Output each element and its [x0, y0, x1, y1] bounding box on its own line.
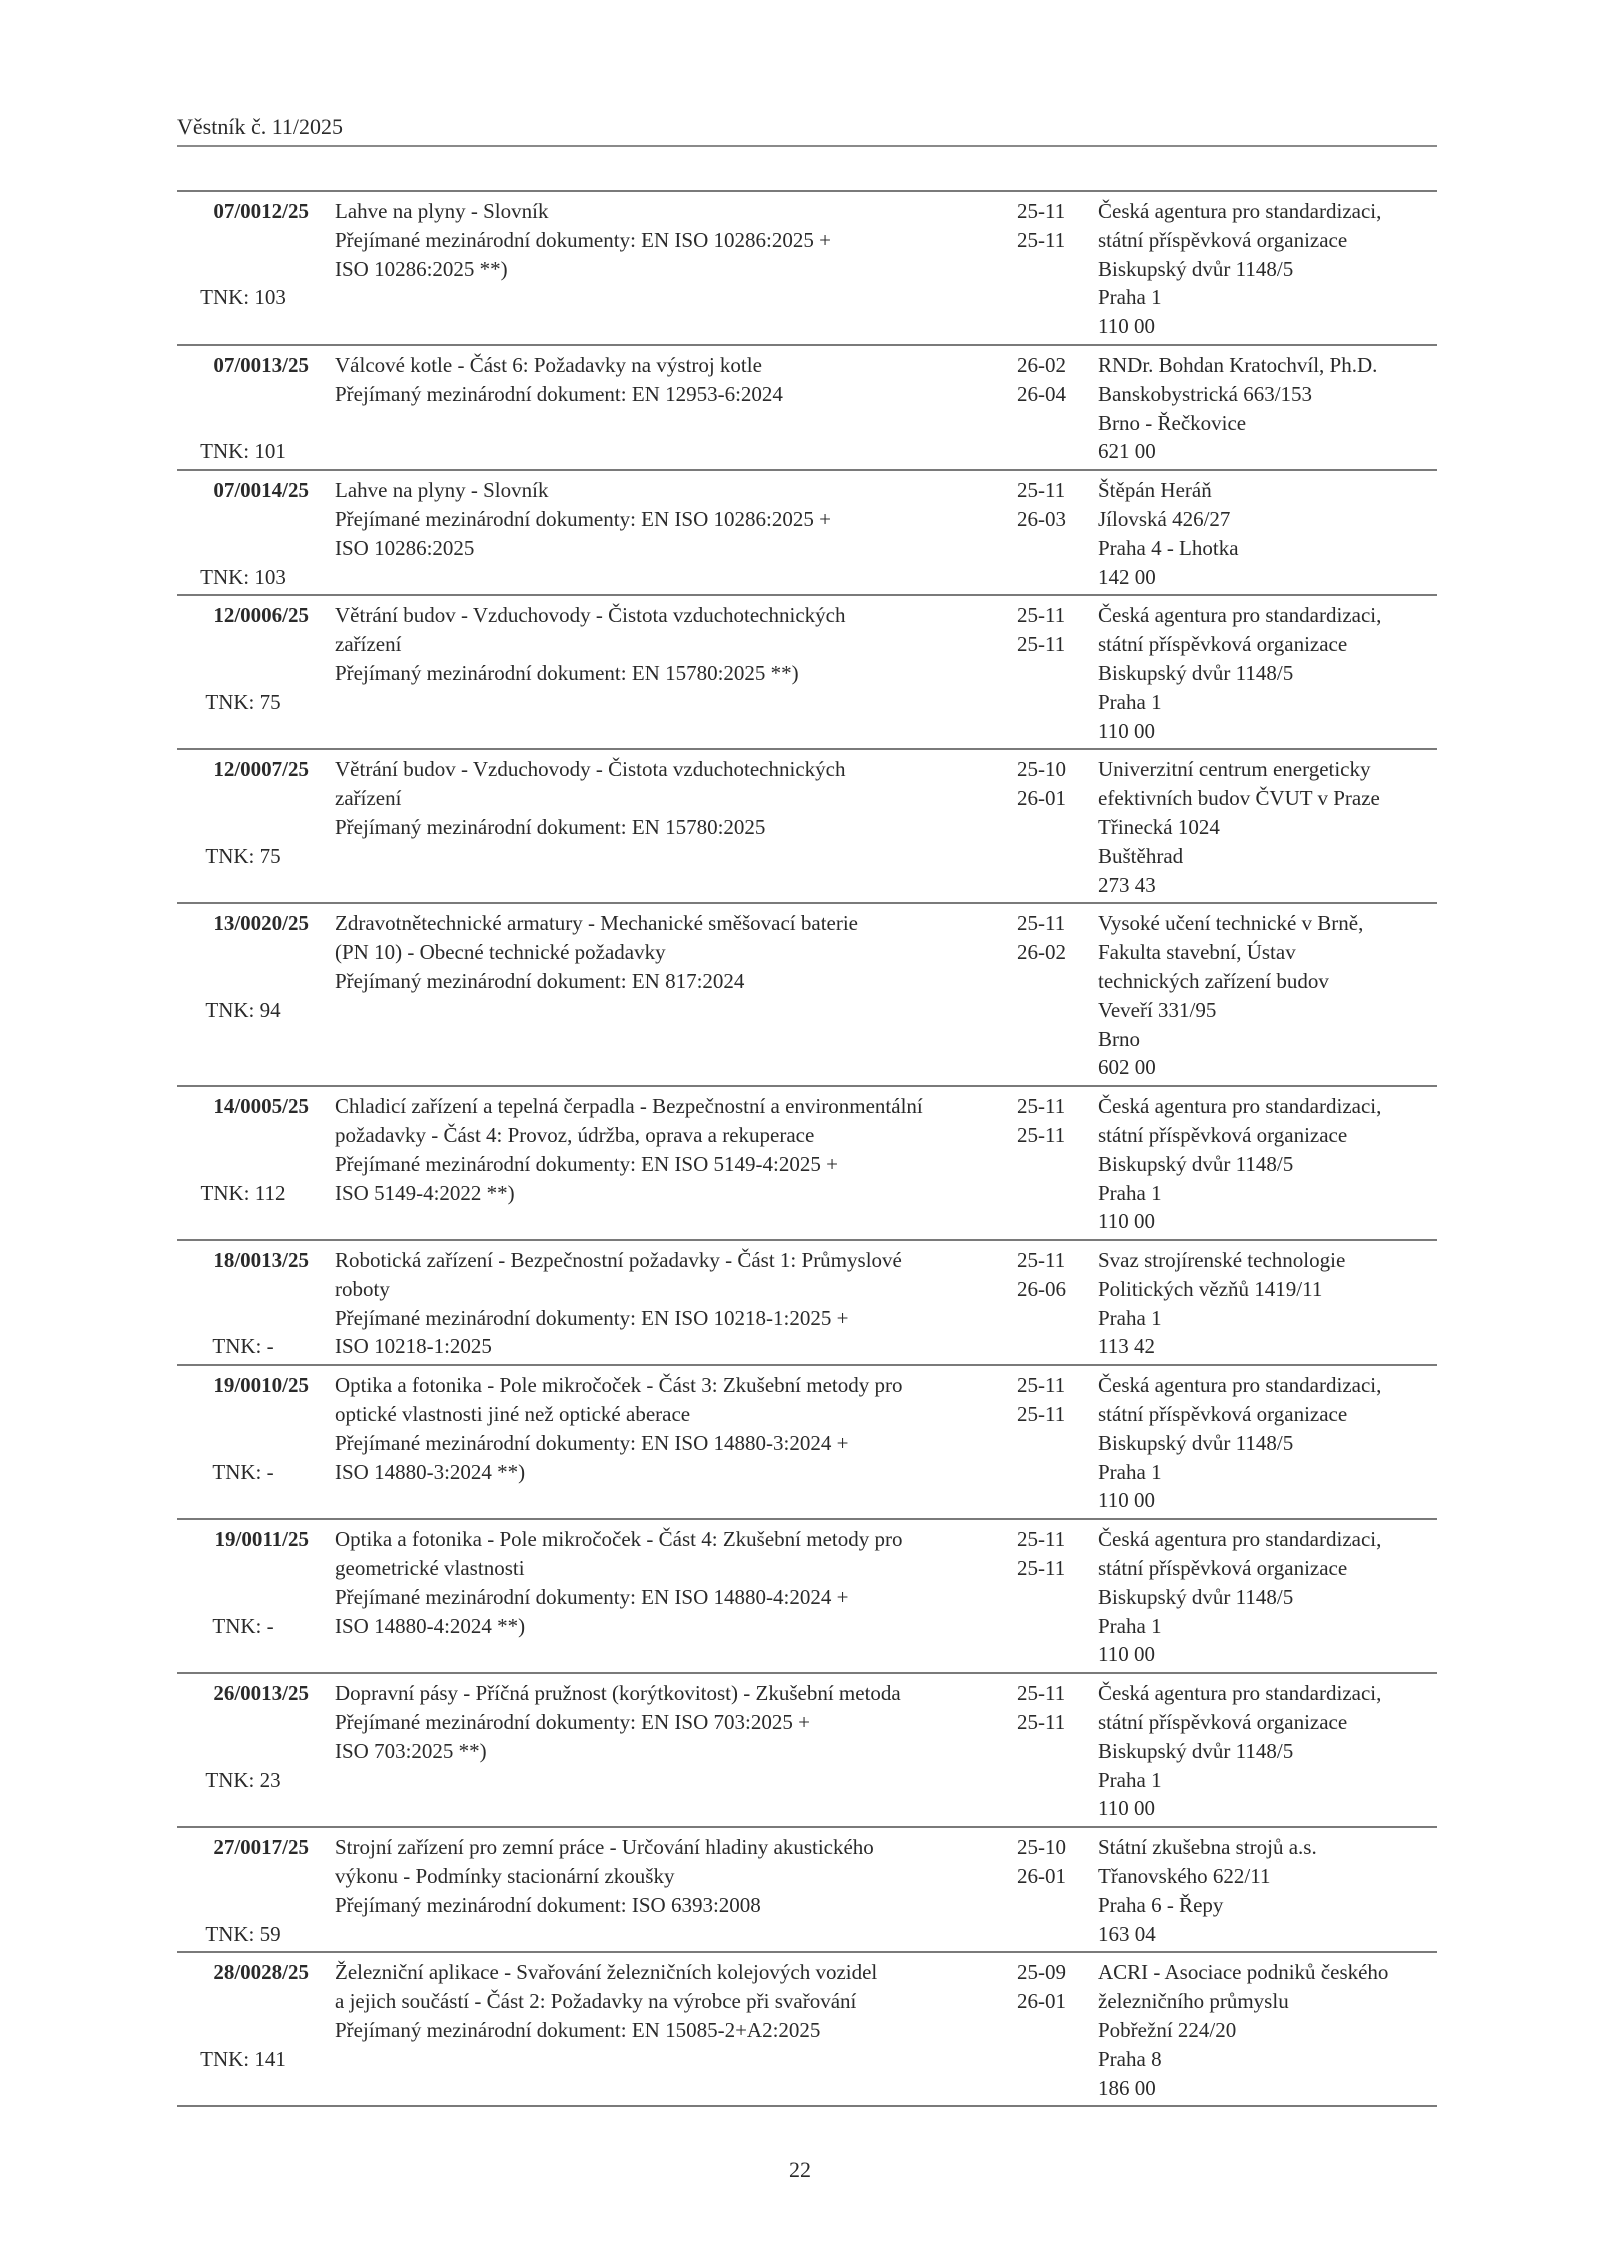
description-line: Dopravní pásy - Příčná pružnost (korýtkovitost) - Zkušební metoda	[335, 1681, 901, 1706]
organization-line: Praha 1	[1098, 1180, 1162, 1205]
organization-line: Biskupský dvůr 1148/5	[1098, 1430, 1294, 1455]
date: 25-10	[1017, 757, 1066, 782]
date: 25-11	[1017, 1527, 1066, 1552]
tnk-number: TNK: -	[212, 1334, 274, 1359]
tnk-number: TNK: 75	[205, 689, 281, 714]
table-row	[177, 192, 1437, 346]
id-cell	[177, 1092, 309, 1236]
organization-line: 110 00	[1098, 1796, 1155, 1821]
organization-line: Praha 1	[1098, 1613, 1162, 1638]
description-line: a jejich součástí - Část 2: Požadavky na výrobce při svařování	[335, 1989, 857, 2014]
description-cell	[335, 1833, 1015, 1919]
organization-cell	[1098, 909, 1438, 1082]
organization-line: 110 00	[1098, 1642, 1155, 1667]
description-line: Optika a fotonika - Pole mikročoček - Část 4: Zkušební metody pro	[335, 1527, 903, 1552]
description-line: Přejímaný mezinárodní dokument: EN 15780:2025	[335, 814, 766, 839]
date: 26-02	[1017, 352, 1066, 377]
description-line: ISO 10286:2025 **)	[335, 256, 508, 281]
organization-line: Praha 4 - Lhotka	[1098, 535, 1239, 560]
table-row	[177, 596, 1437, 750]
date: 26-01	[1017, 1989, 1066, 2014]
organization-line: železničního průmyslu	[1098, 1989, 1289, 2014]
description-line: Železniční aplikace - Svařování železničních kolejových vozidel	[335, 1960, 878, 1985]
tnk-number: TNK: 103	[200, 564, 286, 589]
organization-line: Česká agentura pro standardizaci,	[1098, 1527, 1382, 1552]
date: 25-11	[1017, 1556, 1066, 1581]
description-line: Chladicí zařízení a tepelná čerpadla - Bezpečnostní a environmentální	[335, 1094, 923, 1119]
dates-cell	[1017, 755, 1087, 813]
organization-line: Praha 1	[1098, 285, 1162, 310]
table-row	[177, 1087, 1437, 1241]
id-cell	[177, 1371, 309, 1515]
organization-cell	[1098, 476, 1438, 591]
organization-cell	[1098, 1525, 1438, 1669]
date: 25-11	[1017, 1402, 1066, 1427]
organization-line: Buštěhrad	[1098, 843, 1184, 868]
description-line: Přejímané mezinárodní dokumenty: EN ISO 5149-4:2025 +	[335, 1151, 838, 1176]
description-line: Přejímaný mezinárodní dokument: EN 817:2024	[335, 968, 745, 993]
description-line: Přejímané mezinárodní dokumenty: EN ISO 10286:2025 +	[335, 227, 831, 252]
organization-cell	[1098, 1833, 1438, 1948]
organization-line: 110 00	[1098, 1209, 1155, 1234]
tnk-number: TNK: 112	[200, 1180, 286, 1205]
tnk-number: TNK: 103	[200, 285, 286, 310]
description-cell	[335, 755, 1015, 841]
standard-id: 26/0013/25	[213, 1681, 309, 1706]
date: 25-11	[1017, 227, 1066, 252]
organization-cell	[1098, 1246, 1438, 1361]
date: 26-06	[1017, 1276, 1066, 1301]
standard-id: 18/0013/25	[213, 1248, 309, 1273]
organization-line: Brno	[1098, 1026, 1140, 1051]
description-cell	[335, 476, 1015, 562]
organization-cell	[1098, 1958, 1438, 2102]
description-cell	[335, 1371, 1015, 1486]
description-cell	[335, 1958, 1015, 2044]
organization-line: Jílovská 426/27	[1098, 506, 1231, 531]
description-line: geometrické vlastnosti	[335, 1556, 525, 1581]
description-line: ISO 14880-3:2024 **)	[335, 1459, 526, 1484]
description-line: Zdravotnětechnické armatury - Mechanické směšovací baterie	[335, 911, 859, 936]
description-cell	[335, 1525, 1015, 1640]
table-row	[177, 346, 1437, 471]
description-line: Přejímaný mezinárodní dokument: ISO 6393:2008	[335, 1892, 761, 1917]
page-header-title: Věstník č. 11/2025	[177, 114, 343, 139]
id-cell	[177, 1246, 309, 1361]
description-line: optické vlastnosti jiné než optické aberace	[335, 1402, 691, 1427]
standard-id: 19/0011/25	[214, 1527, 309, 1552]
date: 25-11	[1017, 1373, 1066, 1398]
standard-id: 07/0013/25	[213, 352, 309, 377]
organization-line: Praha 1	[1098, 1305, 1162, 1330]
organization-line: Biskupský dvůr 1148/5	[1098, 1738, 1294, 1763]
description-line: Přejímaný mezinárodní dokument: EN 12953-6:2024	[335, 381, 783, 406]
date: 25-11	[1017, 603, 1066, 628]
description-line: zařízení	[335, 786, 402, 811]
date: 25-11	[1017, 199, 1066, 223]
description-line: Větrání budov - Vzduchovody - Čistota vzduchotechnických	[335, 603, 846, 628]
organization-line: 273 43	[1098, 872, 1156, 897]
standard-id: 28/0028/25	[213, 1960, 309, 1985]
tnk-number: TNK: -	[212, 1459, 274, 1484]
id-cell	[177, 909, 309, 1082]
description-line: ISO 14880-4:2024 **)	[335, 1613, 526, 1638]
id-cell	[177, 1833, 309, 1948]
standards-table	[177, 190, 1437, 2107]
tnk-number: TNK: 94	[205, 997, 281, 1022]
organization-line: 110 00	[1098, 718, 1155, 743]
date: 26-01	[1017, 786, 1066, 811]
organization-line: Třanovského 622/11	[1098, 1864, 1271, 1889]
organization-line: Univerzitní centrum energeticky	[1098, 757, 1371, 782]
organization-line: 110 00	[1098, 314, 1155, 339]
organization-line: Biskupský dvůr 1148/5	[1098, 1151, 1294, 1176]
description-line: požadavky - Část 4: Provoz, údržba, oprava a rekuperace	[335, 1122, 815, 1147]
dates-cell	[1017, 1371, 1087, 1429]
description-line: ISO 10218-1:2025	[335, 1334, 492, 1359]
organization-line: státní příspěvková organizace	[1098, 227, 1348, 252]
organization-line: Biskupský dvůr 1148/5	[1098, 256, 1294, 281]
description-line: Robotická zařízení - Bezpečnostní požadavky - Část 1: Průmyslové	[335, 1248, 902, 1273]
organization-line: Štěpán Heráň	[1098, 478, 1212, 503]
organization-line: 186 00	[1098, 2075, 1156, 2100]
standard-id: 13/0020/25	[213, 911, 309, 936]
description-line: (PN 10) - Obecné technické požadavky	[335, 940, 666, 965]
organization-line: RNDr. Bohdan Kratochvíl, Ph.D.	[1098, 352, 1378, 377]
organization-line: 602 00	[1098, 1055, 1156, 1080]
organization-line: Praha 1	[1098, 1767, 1162, 1792]
date: 25-11	[1017, 1681, 1066, 1706]
tnk-number: TNK: 59	[205, 1921, 281, 1946]
organization-line: Státní zkušebna strojů a.s.	[1098, 1835, 1317, 1860]
description-cell	[335, 601, 1015, 687]
description-line: Válcové kotle - Část 6: Požadavky na výstroj kotle	[335, 352, 762, 377]
date: 25-11	[1017, 1122, 1066, 1147]
dates-cell	[1017, 476, 1087, 534]
table-row	[177, 1674, 1437, 1828]
organization-line: Česká agentura pro standardizaci,	[1098, 603, 1382, 628]
organization-line: Praha 1	[1098, 689, 1162, 714]
organization-line: státní příspěvková organizace	[1098, 1710, 1348, 1735]
description-cell	[335, 1246, 1015, 1361]
table-row	[177, 1520, 1437, 1674]
standard-id: 27/0017/25	[213, 1835, 309, 1860]
description-line: Přejímané mezinárodní dokumenty: EN ISO 14880-3:2024 +	[335, 1430, 849, 1455]
organization-line: Vysoké učení technické v Brně,	[1098, 911, 1364, 936]
description-line: ISO 5149-4:2022 **)	[335, 1180, 515, 1205]
table-row	[177, 1241, 1437, 1366]
date: 26-04	[1017, 381, 1066, 406]
date: 25-11	[1017, 1094, 1066, 1119]
date: 25-11	[1017, 1710, 1066, 1735]
table-row	[177, 471, 1437, 596]
organization-line: 142 00	[1098, 564, 1156, 589]
standard-id: 12/0007/25	[213, 757, 309, 782]
description-line: Přejímaný mezinárodní dokument: EN 15085-2+A2:2025	[335, 2018, 821, 2043]
table-row	[177, 1366, 1437, 1520]
table-row	[177, 1828, 1437, 1953]
description-cell	[335, 1092, 1015, 1207]
organization-line: Praha 1	[1098, 1459, 1162, 1484]
tnk-number: TNK: 141	[200, 2046, 286, 2071]
organization-line: Praha 8	[1098, 2046, 1162, 2071]
id-cell	[177, 755, 309, 899]
organization-line: Veveří 331/95	[1098, 997, 1217, 1022]
organization-cell	[1098, 197, 1438, 341]
organization-line: 113 42	[1098, 1334, 1155, 1359]
organization-line: Politických vězňů 1419/11	[1098, 1276, 1323, 1301]
organization-line: 163 04	[1098, 1921, 1156, 1946]
description-line: Větrání budov - Vzduchovody - Čistota vzduchotechnických	[335, 757, 846, 782]
organization-line: Biskupský dvůr 1148/5	[1098, 1584, 1294, 1609]
description-cell	[335, 909, 1015, 995]
standard-id: 07/0014/25	[213, 478, 309, 503]
date: 26-03	[1017, 506, 1066, 531]
id-cell	[177, 197, 309, 341]
table-row	[177, 1953, 1437, 2107]
organization-line: státní příspěvková organizace	[1098, 632, 1348, 657]
id-cell	[177, 601, 309, 745]
organization-line: Brno - Řečkovice	[1098, 410, 1247, 435]
description-line: Lahve na plyny - Slovník	[335, 199, 549, 223]
organization-line: státní příspěvková organizace	[1098, 1402, 1348, 1427]
description-cell	[335, 1679, 1015, 1765]
organization-cell	[1098, 351, 1438, 466]
header-divider	[177, 145, 1437, 147]
organization-cell	[1098, 1092, 1438, 1236]
dates-cell	[1017, 1525, 1087, 1583]
description-cell	[335, 351, 1015, 409]
standard-id: 12/0006/25	[213, 603, 309, 628]
organization-cell	[1098, 755, 1438, 899]
dates-cell	[1017, 1833, 1087, 1891]
description-line: Strojní zařízení pro zemní práce - Určování hladiny akustického	[335, 1835, 874, 1860]
standard-id: 19/0010/25	[213, 1373, 309, 1398]
organization-line: Praha 6 - Řepy	[1098, 1892, 1224, 1917]
id-cell	[177, 1679, 309, 1823]
description-cell	[335, 197, 1015, 283]
organization-line: Svaz strojírenské technologie	[1098, 1248, 1346, 1273]
dates-cell	[1017, 197, 1087, 255]
tnk-number: TNK: 101	[200, 439, 286, 464]
id-cell	[177, 1525, 309, 1669]
date: 25-10	[1017, 1835, 1066, 1860]
date: 25-11	[1017, 478, 1066, 503]
standard-id: 14/0005/25	[213, 1094, 309, 1119]
description-line: Přejímané mezinárodní dokumenty: EN ISO 14880-4:2024 +	[335, 1584, 849, 1609]
dates-cell	[1017, 351, 1087, 409]
date: 25-11	[1017, 1248, 1066, 1273]
organization-line: Banskobystrická 663/153	[1098, 381, 1313, 406]
description-line: ISO 10286:2025	[335, 535, 475, 560]
date: 25-09	[1017, 1960, 1066, 1985]
date: 26-02	[1017, 940, 1066, 965]
organization-line: státní příspěvková organizace	[1098, 1556, 1348, 1581]
organization-line: efektivních budov ČVUT v Praze	[1098, 786, 1380, 811]
date: 26-01	[1017, 1864, 1066, 1889]
organization-line: Česká agentura pro standardizaci,	[1098, 199, 1382, 223]
organization-line: Česká agentura pro standardizaci,	[1098, 1094, 1382, 1119]
id-cell	[177, 476, 309, 591]
description-line: Přejímaný mezinárodní dokument: EN 15780:2025 **)	[335, 660, 799, 685]
description-line: ISO 703:2025 **)	[335, 1738, 487, 1763]
organization-line: 110 00	[1098, 1488, 1155, 1513]
tnk-number: TNK: 23	[205, 1767, 281, 1792]
organization-line: Česká agentura pro standardizaci,	[1098, 1681, 1382, 1706]
organization-line: 621 00	[1098, 439, 1156, 464]
organization-line: Biskupský dvůr 1148/5	[1098, 660, 1294, 685]
organization-line: Třinecká 1024	[1098, 814, 1220, 839]
organization-cell	[1098, 1371, 1438, 1515]
description-line: Přejímané mezinárodní dokumenty: EN ISO 10286:2025 +	[335, 506, 831, 531]
dates-cell	[1017, 1092, 1087, 1150]
organization-cell	[1098, 1679, 1438, 1823]
organization-line: Fakulta stavební, Ústav	[1098, 940, 1296, 965]
description-line: Přejímané mezinárodní dokumenty: EN ISO 10218-1:2025 +	[335, 1305, 849, 1330]
id-cell	[177, 351, 309, 466]
organization-line: Pobřežní 224/20	[1098, 2018, 1237, 2043]
dates-cell	[1017, 1958, 1087, 2016]
description-line: zařízení	[335, 632, 402, 657]
tnk-number: TNK: -	[212, 1613, 274, 1638]
table-row	[177, 904, 1437, 1087]
dates-cell	[1017, 1679, 1087, 1737]
organization-line: technických zařízení budov	[1098, 968, 1329, 993]
description-line: výkonu - Podmínky stacionární zkoušky	[335, 1864, 675, 1889]
organization-cell	[1098, 601, 1438, 745]
description-line: Přejímané mezinárodní dokumenty: EN ISO 703:2025 +	[335, 1710, 810, 1735]
table-row	[177, 750, 1437, 904]
date: 25-11	[1017, 632, 1066, 657]
tnk-number: TNK: 75	[205, 843, 281, 868]
description-line: Optika a fotonika - Pole mikročoček - Část 3: Zkušební metody pro	[335, 1373, 903, 1398]
organization-line: ACRI - Asociace podniků českého	[1098, 1960, 1389, 1985]
organization-line: státní příspěvková organizace	[1098, 1122, 1348, 1147]
date: 25-11	[1017, 911, 1066, 936]
id-cell	[177, 1958, 309, 2102]
dates-cell	[1017, 601, 1087, 659]
description-line: roboty	[335, 1276, 390, 1301]
page-number: 22	[789, 2157, 811, 2182]
description-line: Lahve na plyny - Slovník	[335, 478, 549, 503]
organization-line: Česká agentura pro standardizaci,	[1098, 1373, 1382, 1398]
dates-cell	[1017, 909, 1087, 967]
dates-cell	[1017, 1246, 1087, 1304]
standard-id: 07/0012/25	[213, 199, 309, 223]
